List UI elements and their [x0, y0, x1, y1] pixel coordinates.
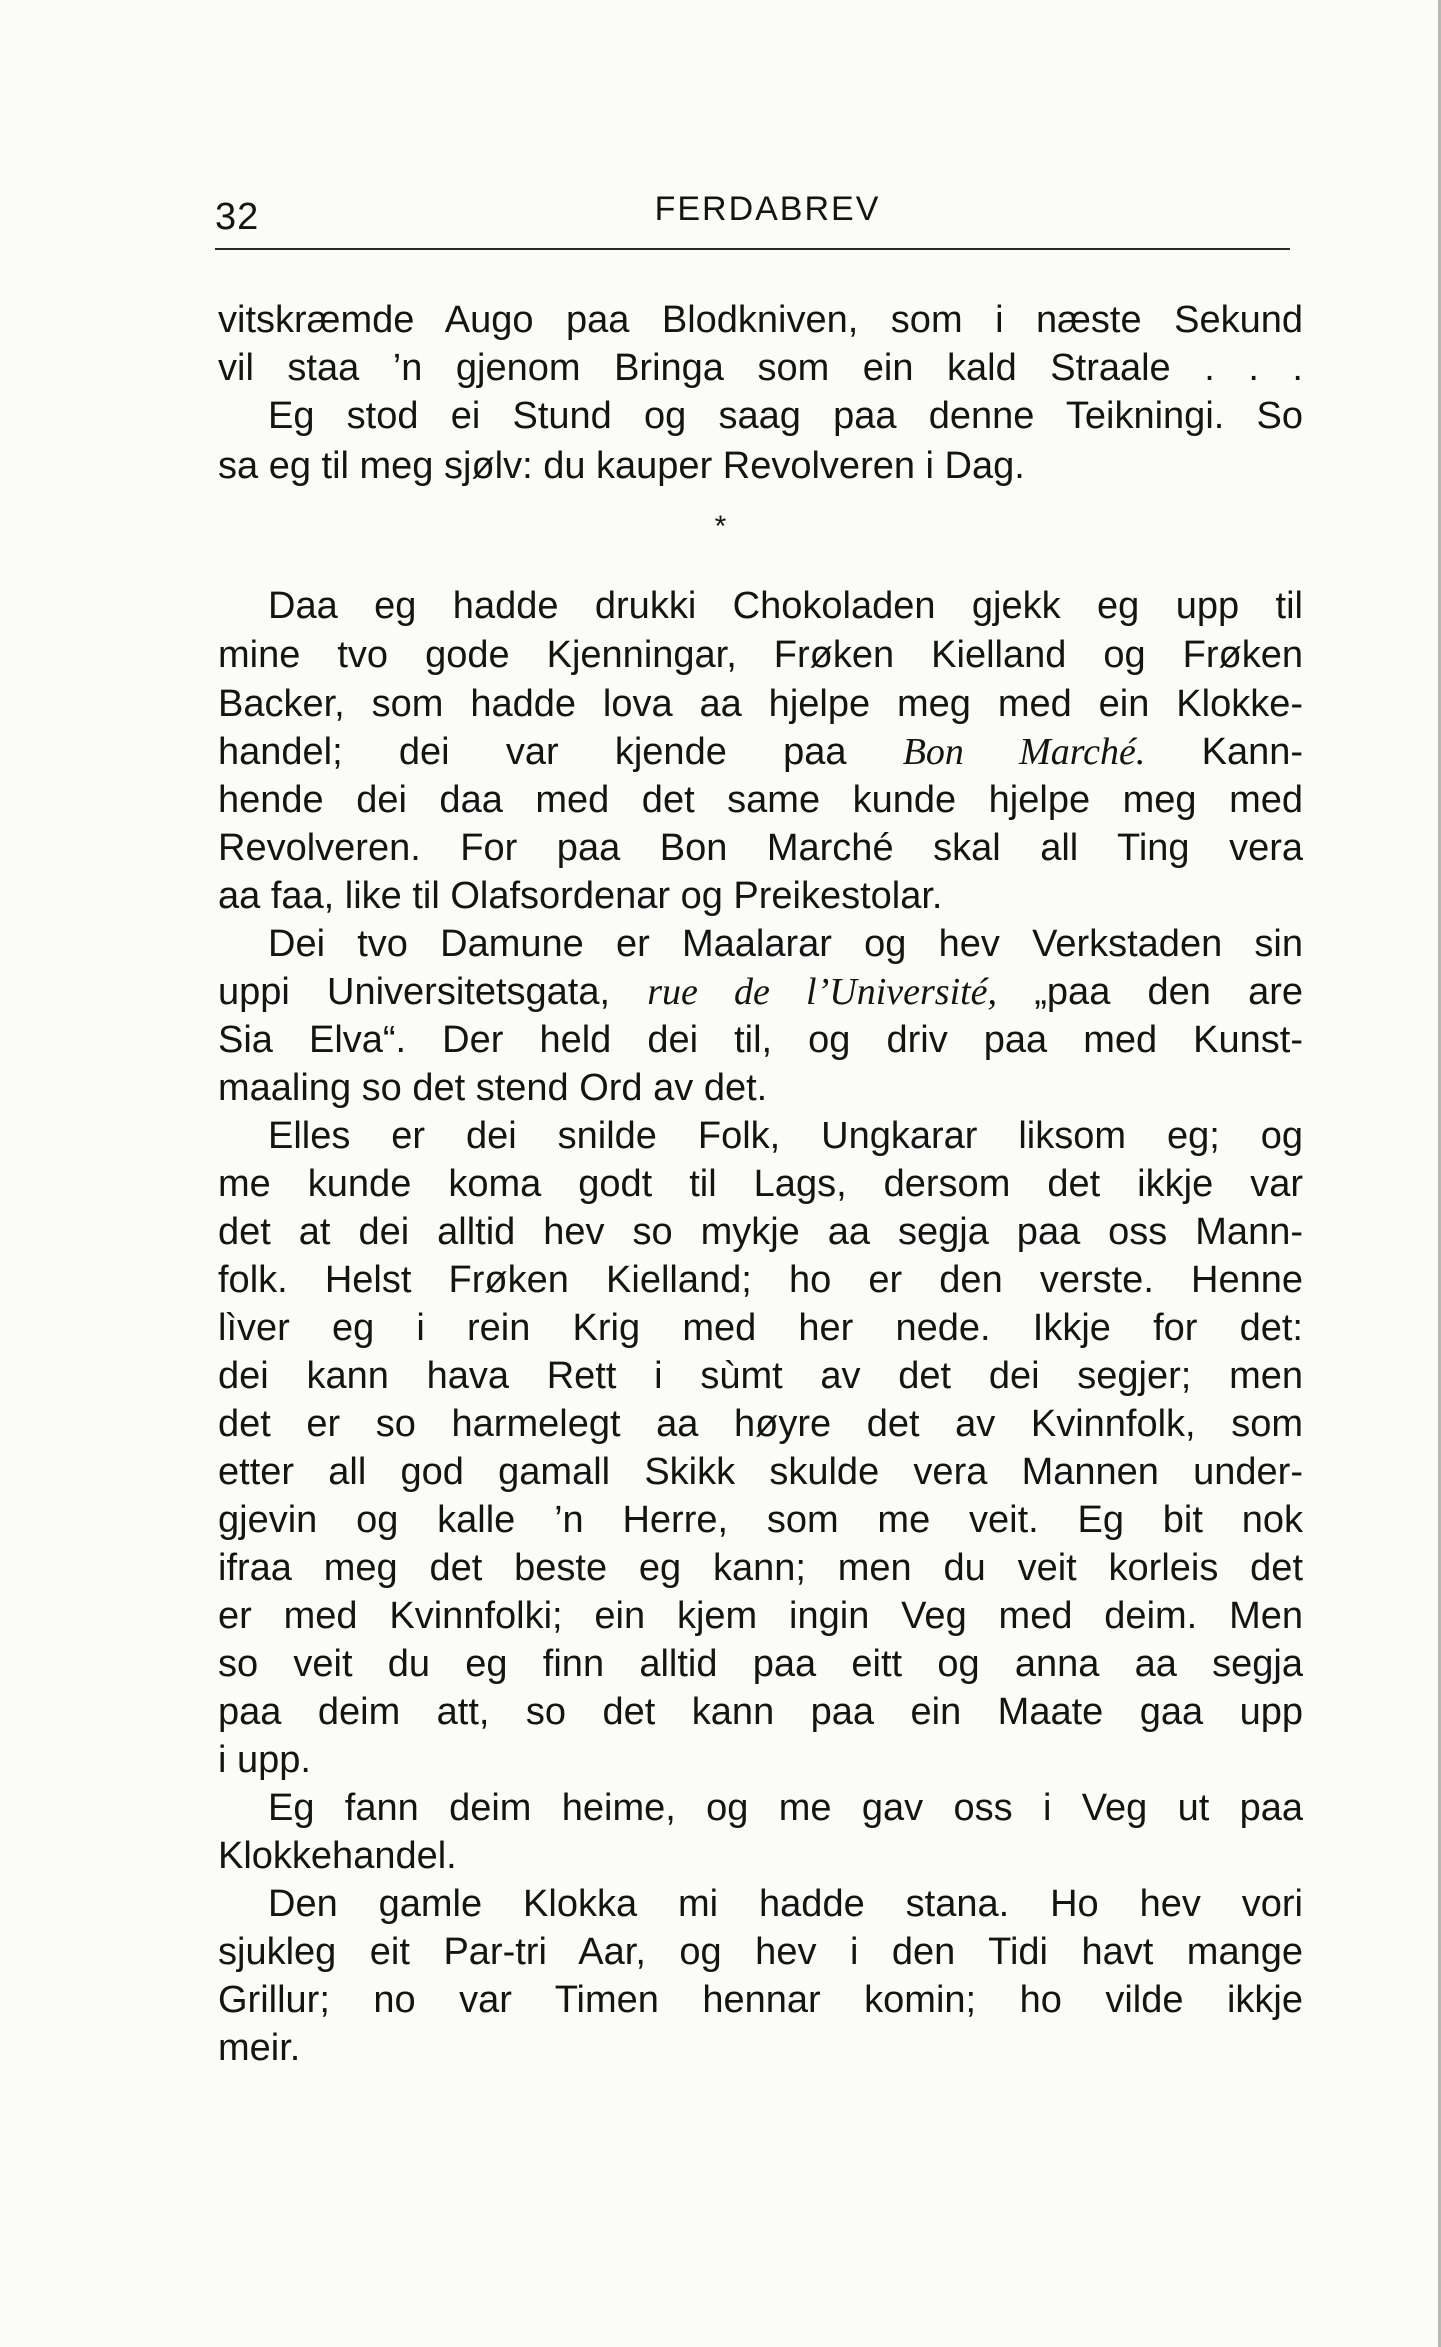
text-line: gjevin og kalle ’n Herre, som me veit. Eg bit nok: [218, 1499, 1303, 1541]
text-line: ifraa meg det beste eg kann; men du veit korleis det: [218, 1547, 1303, 1589]
text-line: sa eg til meg sjølv: du kauper Revolveren i Dag.: [218, 445, 1025, 487]
text-line: Eg stod ei Stund og saag paa denne Teikningi. So: [268, 395, 1303, 437]
text-line: Elles er dei snilde Folk, Ungkarar liksom eg; og: [268, 1115, 1303, 1157]
text-segment: „paa den are: [1034, 971, 1304, 1013]
text-segment: Kann-: [1201, 731, 1303, 773]
page-number: 32: [215, 196, 260, 238]
text-line: [218, 968, 1303, 1016]
text-segment: handel; dei var kjende paa: [218, 731, 847, 773]
text-line: Den gamle Klokka mi hadde stana. Ho hev vori: [268, 1883, 1303, 1925]
text-line: folk. Helst Frøken Kielland; ho er den verste. Henne: [218, 1259, 1303, 1301]
text-line: maaling so det stend Ord av det.: [218, 1067, 768, 1109]
text-line: [218, 728, 1303, 776]
text-line: Eg fann deim heime, og me gav oss i Veg ut paa: [268, 1787, 1303, 1829]
text-line: so veit du eg finn alltid paa eitt og anna aa segja: [218, 1643, 1303, 1685]
text-line: mine tvo gode Kjenningar, Frøken Kielland og Frøken: [218, 634, 1303, 676]
text-line: me kunde koma godt til Lags, dersom det ikkje var: [218, 1163, 1303, 1205]
text-line: i upp.: [218, 1739, 311, 1781]
text-line: Backer, som hadde lova aa hjelpe meg med ein Klokke-: [218, 683, 1303, 725]
text-line: meir.: [218, 2027, 301, 2069]
italic-phrase: rue de l’Université,: [647, 971, 998, 1013]
running-head: FERDABREV: [654, 190, 881, 228]
text-line: Sia Elva“. Der held dei til, og driv paa med Kunst-: [218, 1019, 1303, 1061]
text-line: aa faa, like til Olafsordenar og Preikestolar.: [218, 875, 943, 917]
text-line: sjukleg eit Par-tri Aar, og hev i den Tidi havt mange: [218, 1931, 1303, 1973]
text-line: paa deim att, so det kann paa ein Maate gaa upp: [218, 1691, 1303, 1733]
text-line: vitskræmde Augo paa Blodkniven, som i næste Sekund: [218, 299, 1303, 341]
text-line: hende dei daa med det same kunde hjelpe meg med: [218, 779, 1303, 821]
text-line: Daa eg hadde drukki Chokoladen gjekk eg upp til: [268, 585, 1303, 627]
text-line: vil staa ’n gjenom Bringa som ein kald Straale . . .: [218, 347, 1303, 389]
text-line: etter all god gamall Skikk skulde vera Mannen under-: [218, 1451, 1303, 1493]
text-line: Grillur; no var Timen hennar komin; ho vilde ikkje: [218, 1979, 1303, 2021]
text-line: Klokkehandel.: [218, 1835, 457, 1877]
text-segment: uppi Universitetsgata,: [218, 971, 611, 1013]
text-line: dei kann hava Rett i sùmt av det dei segjer; men: [218, 1355, 1303, 1397]
italic-phrase: Bon Marché.: [902, 731, 1146, 773]
text-line: Dei tvo Damune er Maalarar og hev Verkstaden sin: [268, 923, 1303, 965]
text-line: det at dei alltid hev so mykje aa segja paa oss Mann-: [218, 1211, 1303, 1253]
page-header: [215, 190, 1290, 250]
text-line: det er so harmelegt aa høyre det av Kvinnfolk, som: [218, 1403, 1303, 1445]
text-line: er med Kvinnfolki; ein kjem ingin Veg med deim. Men: [218, 1595, 1303, 1637]
text-line: lìver eg i rein Krig med her nede. Ikkje for det:: [218, 1307, 1303, 1349]
text-line: Revolveren. For paa Bon Marché skal all Ting vera: [218, 827, 1303, 869]
section-separator: *: [714, 510, 727, 543]
